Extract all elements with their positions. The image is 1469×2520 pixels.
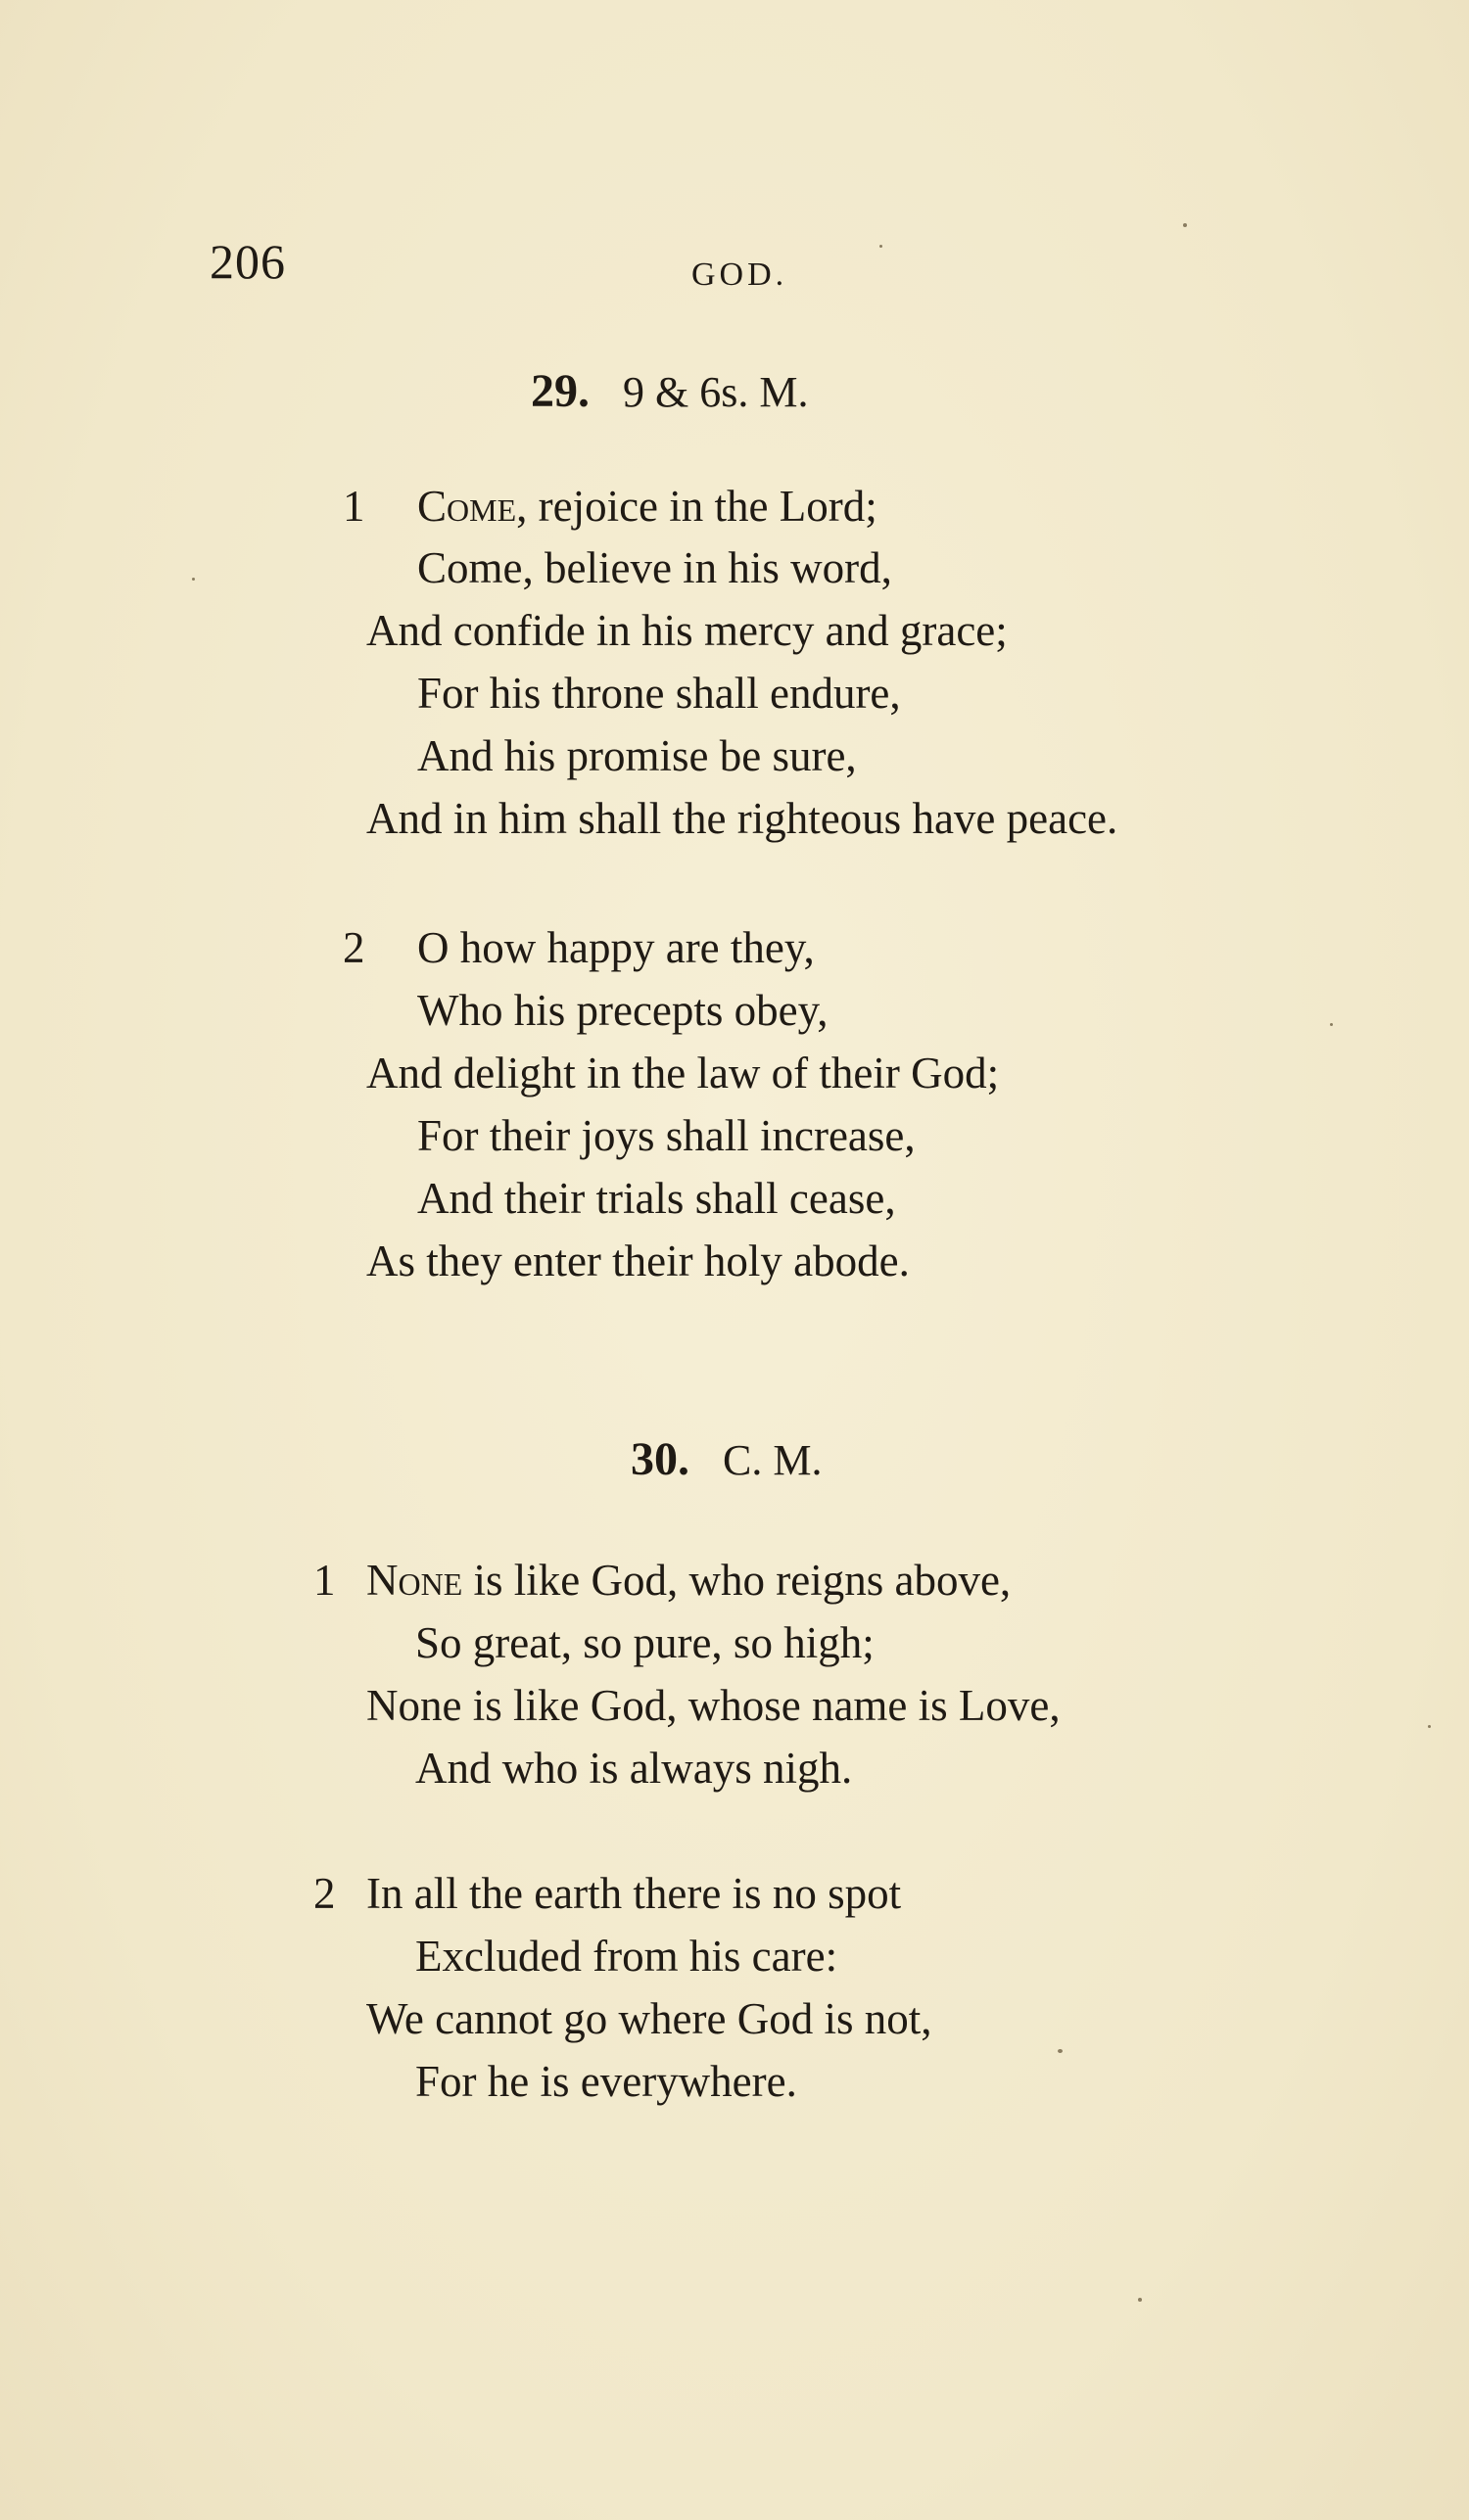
paper-speck (1428, 1725, 1431, 1728)
hymn-number: 30. (631, 1433, 689, 1485)
verse-line: And delight in the law of their God; (366, 1049, 1000, 1097)
paper-speck (192, 578, 195, 581)
stanza-number: 2 (343, 923, 365, 972)
verse-line: Excluded from his care: (415, 1932, 838, 1981)
verse-line: And confide in his mercy and grace; (366, 606, 1008, 655)
hymn-29-heading (531, 364, 808, 418)
stanza-number: 1 (343, 482, 365, 531)
verse-line: Come, rejoice in the Lord; (417, 482, 877, 531)
verse-line: Who his precepts obey, (417, 986, 829, 1035)
hymn-30-heading (631, 1432, 822, 1486)
verse-line: Come, believe in his word, (417, 543, 892, 592)
verse-line: We cannot go where God is not, (366, 1994, 932, 2043)
paper-speck (1330, 1023, 1333, 1026)
first-word: None (366, 1556, 463, 1605)
paper-speck (1183, 223, 1187, 227)
paper-speck (1058, 2049, 1063, 2053)
verse-line: For his throne shall endure, (417, 669, 901, 718)
verse-line: In all the earth there is no spot (366, 1869, 902, 1918)
stanza-number: 1 (313, 1556, 336, 1605)
verse-line: O how happy are they, (417, 923, 815, 972)
verse-line: For he is everywhere. (415, 2057, 797, 2106)
running-head: GOD. (691, 257, 788, 293)
verse-line: As they enter their holy abode. (366, 1237, 910, 1285)
hymn-meter: C. M. (723, 1436, 823, 1484)
first-word: Come, (417, 482, 528, 531)
verse-line: None is like God, who reigns above, (366, 1556, 1012, 1605)
hymn-meter: 9 & 6s. M. (623, 368, 809, 416)
verse-line: And his promise be sure, (417, 731, 857, 780)
paper-speck (879, 245, 882, 248)
verse-line: And in him shall the righteous have peace. (366, 794, 1118, 843)
verse-line: So great, so pure, so high; (415, 1618, 875, 1667)
paper-speck (1138, 2298, 1142, 2302)
page-number: 206 (210, 234, 286, 289)
verse-line: For their joys shall increase, (417, 1111, 916, 1160)
verse-line: And their trials shall cease, (417, 1174, 896, 1223)
verse-line: None is like God, whose name is Love, (366, 1681, 1061, 1730)
verse-line: And who is always nigh. (415, 1744, 853, 1793)
hymn-number: 29. (531, 365, 590, 417)
stanza-number: 2 (313, 1869, 336, 1918)
